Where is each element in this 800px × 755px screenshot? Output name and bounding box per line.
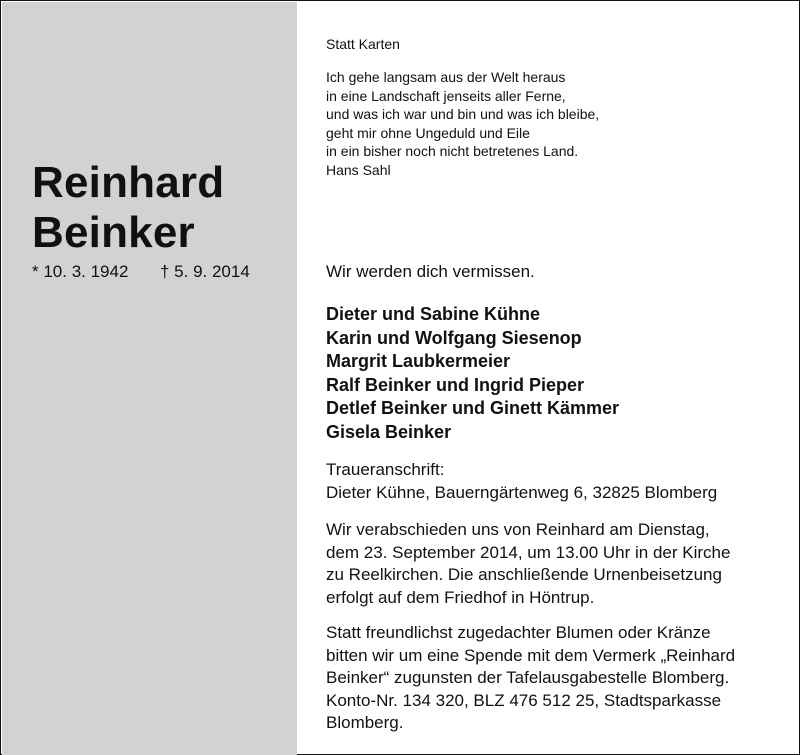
ceremony-line: Wir verabschieden uns von Reinhard am Dienstag, xyxy=(326,520,710,539)
mourner: Ralf Beinker und Ingrid Pieper xyxy=(326,374,585,395)
mourner: Karin und Wolfgang Siesenop xyxy=(326,327,582,348)
deceased-name xyxy=(32,158,224,258)
mourner: Margrit Laubkermeier xyxy=(326,351,511,371)
name-panel xyxy=(2,2,297,755)
donation-line: Konto-Nr. 134 320, BLZ 476 512 25, Stadtsparkasse xyxy=(326,690,722,710)
mourner: Dieter und Sabine Kühne xyxy=(326,304,541,324)
poem-line: und was ich war und bin und was ich bleibe, xyxy=(326,106,600,122)
poem-line: in eine Landschaft jenseits aller Ferne, xyxy=(326,87,566,104)
birth-date: * 10. 3. 1942 xyxy=(32,262,129,281)
farewell-phrase: Wir werden dich vermissen. xyxy=(326,262,535,281)
statt-karten-header: Statt Karten xyxy=(326,36,400,52)
death-date: † 5. 9. 2014 xyxy=(160,262,250,281)
ceremony-info xyxy=(326,519,730,609)
ceremony-line: erfolgt auf dem Friedhof in Höntrup. xyxy=(326,587,595,607)
mourners-list xyxy=(326,303,619,444)
poem-line: Ich gehe langsam aus der Welt heraus xyxy=(326,69,566,85)
donation-info xyxy=(326,622,735,735)
donation-line: Beinker“ zugunsten der Tafelausgabestelle Blomberg. xyxy=(326,668,730,687)
ceremony-line: dem 23. September 2014, um 13.00 Uhr in der Kirche xyxy=(326,542,731,562)
poem xyxy=(326,68,599,179)
poem-line: in ein bisher noch nicht betretenes Land. xyxy=(326,143,579,159)
address-line: Dieter Kühne, Bauerngärtenweg 6, 32825 Blomberg xyxy=(326,482,718,502)
last-name: Beinker xyxy=(32,208,195,257)
ceremony-line: zu Reelkirchen. Die anschließende Urnenbeisetzung xyxy=(326,565,722,584)
mourner: Gisela Beinker xyxy=(326,421,452,442)
address-label: Traueranschrift: xyxy=(326,460,445,479)
mourner: Detlef Beinker und Ginett Kämmer xyxy=(326,398,620,418)
mourning-address xyxy=(326,459,717,504)
donation-line: bitten wir um eine Spende mit dem Vermerk „Reinhard xyxy=(326,645,736,665)
poem-line: geht mir ohne Ungeduld und Eile xyxy=(326,124,530,141)
donation-line: Blomberg. xyxy=(326,713,404,732)
poem-author: Hans Sahl xyxy=(326,161,391,178)
donation-line: Statt freundlichst zugedachter Blumen oder Kränze xyxy=(326,623,711,642)
first-name: Reinhard xyxy=(32,158,225,207)
